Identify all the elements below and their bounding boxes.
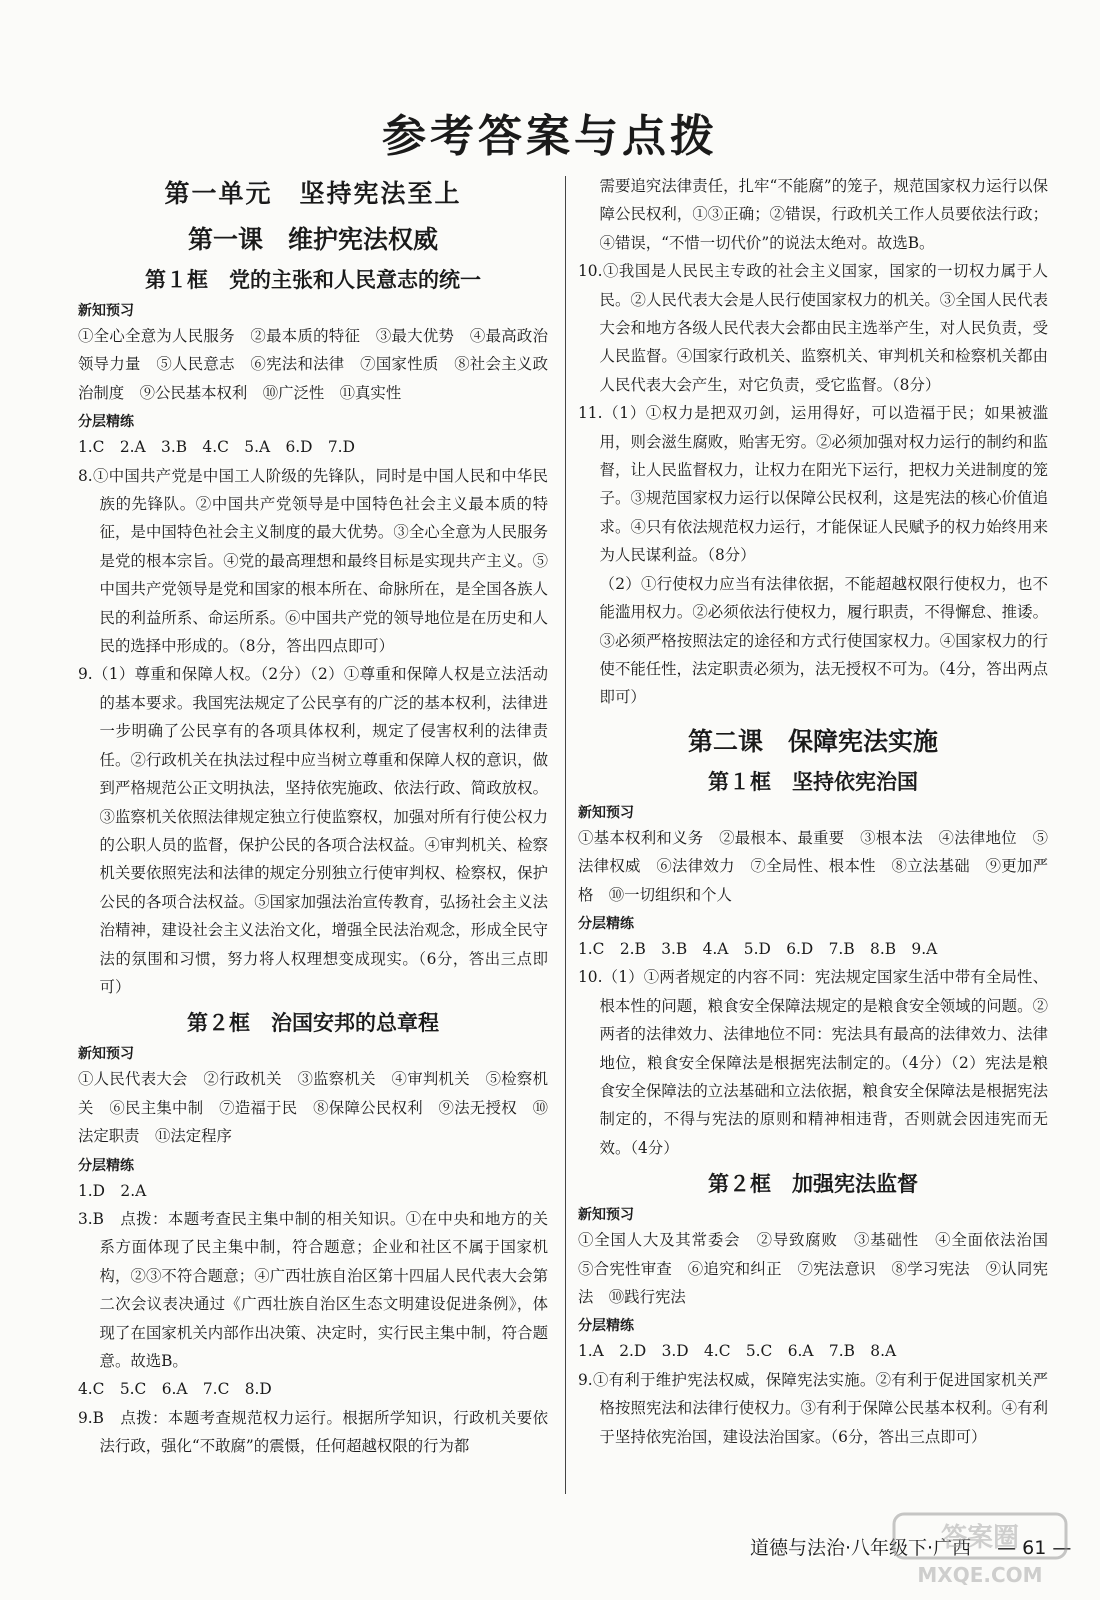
answer-item: 9.①有利于维护宪法权威，保障宪法实施。②有利于促进国家机关严格按照宪法和法律行使权力。③有利于保障公民基本权利。④有利于坚持依宪治国，建设法治国家。（6分，答出三点即可） <box>578 1370 1048 1446</box>
section-label: 分层精练 <box>578 1318 634 1335</box>
right-column <box>578 172 1064 1451</box>
answer-item: 10.①我国是人民民主专政的社会主义国家，国家的一切权力属于人民。②人民代表大会是人民行使国家权力的机关。③全国人民代表大会和地方各级人民代表大会都由民主选举产生，对人民负责，受人民监督。④国家行政机关、监察机关、审判机关和检察机关都由人民代表大会产生，对它负责，受它监督。（8分） <box>578 262 1048 394</box>
column-divider <box>565 176 566 1494</box>
section-label: 新知预习 <box>78 1046 134 1063</box>
preview-answers: ①人民代表大会 ②行政机关 ③监察机关 ④审判机关 ⑤检察机关 ⑥民主集中制 ⑦造福于民 ⑧保障公民权利 ⑨法无授权 ⑩法定职责 ⑪法定程序 <box>78 1070 548 1146</box>
choice-answers: 4.C 5.C 6.A 7.C 8.D <box>78 1380 272 1399</box>
answer-item: 8.①中国共产党是中国工人阶级的先锋队，同时是中国人民和中华民族的先锋队。②中国共产党领导是中国特色社会主义最本质的特征，是中国特色社会主义制度的最大优势。③全心全意为人民服务是党的根本宗旨。④党的最高理想和最终目标是实现共产主义。⑤中国共产党领导是党和国家的根本所在、命脉所在，是全国各族人民的利益所系、命运所系。⑥中国共产党的领导地位是在历史和人民的选择中形成的。（8分，答出四点即可） <box>78 466 548 656</box>
section-label: 分层精练 <box>78 414 134 431</box>
page-title: 参考答案与点拨 <box>382 111 718 162</box>
svg-text:答案圈: 答案圈 <box>940 1523 1020 1553</box>
answer-item: 11.（1）①权力是把双刃剑，运用得好，可以造福于民；如果被滥用，则会滋生腐败，贻害无穷。②必须加强对权力运行的制约和监督，让人民监督权力，让权力在阳光下运行，把权力关进制度的笼子。③规范国家权力运行以保障公民权利，这是宪法的核心价值追求。④只有依法规范权力运行，才能保证人民赋予的权力始终用来为人民谋利益。（8分） <box>578 404 1048 565</box>
choice-answers: 1.C 2.A 3.B 4.C 5.A 6.D 7.D <box>78 438 355 457</box>
choice-answers: 1.A 2.D 3.D 4.C 5.C 6.A 7.B 8.A <box>578 1342 897 1361</box>
left-column <box>78 168 548 1461</box>
lesson-title: 第一课 维护宪法权威 <box>187 225 438 254</box>
answer-item: （2）①行使权力应当有法律依据，不能超越权限行使权力，也不能滥用权力。②必须依法行使权力，履行职责，不得懈怠、推诿。③必须严格按照法定的途径和方式行使国家权力。④国家权力的行使不能任性，法定职责必须为，法无授权不可为。（4分，答出两点即可） <box>599 574 1048 707</box>
section-label: 分层精练 <box>78 1157 134 1174</box>
answer-item: 3.B 点拨：本题考查民主集中制的相关知识。①在中央和地方的关系方面体现了民主集中制，符合题意；企业和社区不属于国家机构，②③不符合题意；④广西壮族自治区第十四届人民代表大会第二次会议表决通过《广西壮族自治区生态文明建设促进条例》，体现了在国家机关内部作出决策、决定时，实行民主集中制，符合题意。故选B。 <box>78 1209 548 1370</box>
watermark-logo <box>890 1510 1070 1590</box>
preview-answers: ①基本权利和义务 ②最根本、最重要 ③根本法 ④法律地位 ⑤法律权威 ⑥法律效力 ⑦全局性、根本性 ⑧立法基础 ⑨更加严格 ⑩一切组织和个人 <box>578 828 1048 904</box>
section-label: 新知预习 <box>78 303 134 319</box>
answer-item: 9.B 点拨：本题考查规范权力运行。根据所学知识，行政机关要依法行政，强化“不敢腐”的震慑，任何超越权限的行为都 <box>78 1408 548 1456</box>
section-label: 新知预习 <box>578 804 634 821</box>
section-label: 新知预习 <box>578 1207 634 1224</box>
frame-title: 第２框 加强宪法监督 <box>708 1172 918 1197</box>
answer-item-continued: 需要追究法律责任，扎牢“不能腐”的笼子，规范国家权力运行以保障公民权利，①③正确；②错误，行政机关工作人员要依法行政；④错误，“不惜一切代价”的说法太绝对。故选B。 <box>599 177 1048 252</box>
page-number: — 61 — <box>997 1537 1072 1559</box>
watermark-text: MXQE.COM <box>917 1563 1043 1587</box>
answer-item: 10.（1）①两者规定的内容不同：宪法规定国家生活中带有全局性、根本性的问题，粮食安全保障法规定的是粮食安全领域的问题。②两者的法律效力、法律地位不同：宪法具有最高的法律效力、法律地位，粮食安全保障法是根据宪法制定的。（4分）（2）宪法是粮食安全保障法的立法基础和立法依据，粮食安全保障法是根据宪法制定的，不得与宪法的原则和精神相违背，否则就会因违宪而无效。（4分） <box>578 968 1048 1157</box>
frame-title: 第１框 坚持依宪治国 <box>708 769 918 794</box>
frame-title: 第２框 治国安邦的总章程 <box>187 1011 439 1036</box>
frame-title: 第１框 党的主张和人民意志的统一 <box>145 268 481 292</box>
choice-answers: 1.D 2.A <box>78 1181 147 1200</box>
preview-answers: ①全心全意为人民服务 ②最本质的特征 ③最大优势 ④最高政治领导力量 ⑤人民意志 ⑥宪法和法律 ⑦国家性质 ⑧社会主义政治制度 ⑨公民基本权利 ⑩广泛性 ⑪真实性 <box>78 327 548 402</box>
section-label: 分层精练 <box>578 915 634 932</box>
preview-answers: ①全国人大及其常委会 ②导致腐败 ③基础性 ④全面依法治国 ⑤合宪性审查 ⑥追究和纠正 ⑦宪法意识 ⑧学习宪法 ⑨认同宪法 ⑩践行宪法 <box>578 1231 1064 1306</box>
lesson-title: 第二课 保障宪法实施 <box>687 726 938 756</box>
footer-subject: 道德与法治·八年级下·广西 <box>750 1537 972 1559</box>
choice-answers: 1.C 2.B 3.B 4.A 5.D 6.D 7.B 8.B 9.A <box>578 939 938 958</box>
answer-item: 9.（1）尊重和保障人权。（2分）（2）①尊重和保障人权是立法活动的基本要求。我国宪法规定了公民享有的广泛的基本权利，法律进一步明确了公民享有的各项具体权利，规定了侵害权利的法律责任。②行政机关在执法过程中应当树立尊重和保障人权的意识，做到严格规范公正文明执法，坚持依宪施政、依法行政、简政放权。③监察机关依照法律规定独立行使监察权，加强对所有行使公权力的公职人员的监督，保护公民的各项合法权益。④审判机关、检察机关要依照宪法和法律的规定分别独立行使审判权、检察权，保护公民的各项合法权益。⑤国家加强法治宣传教育，弘扬社会主义法治精神，建设社会主义法治文化，增强全民法治观念，形成全民守法的氛围和习惯，努力将人权理想变成现实。（6分，答出三点即可） <box>78 665 548 996</box>
unit-title: 第一单元 坚持宪法至上 <box>164 179 462 208</box>
